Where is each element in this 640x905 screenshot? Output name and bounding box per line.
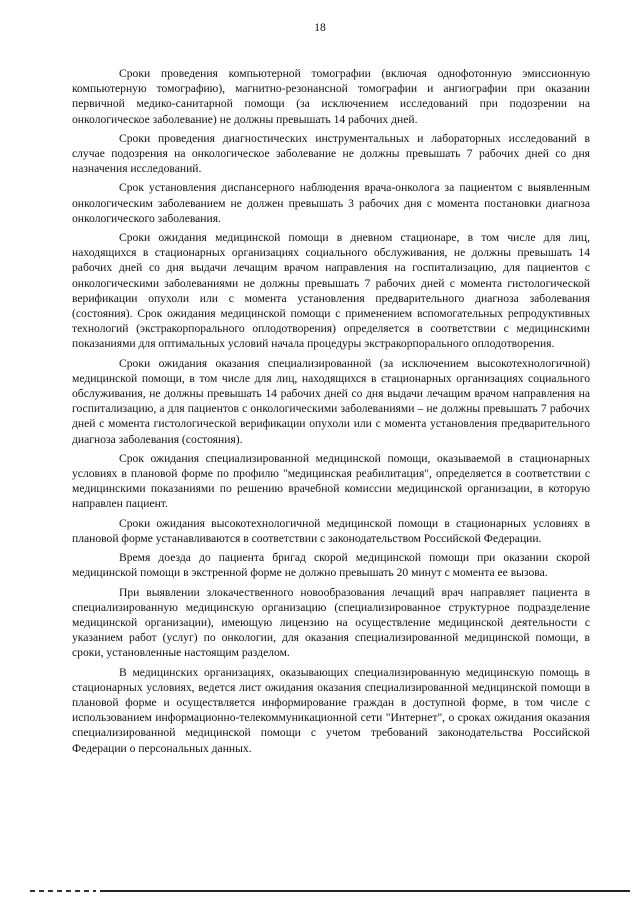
paragraph-day-hospital-terms: Сроки ожидания медицинской помощи в дневном стационаре, в том числе для лиц, находящихся в стационарных организациях социального обслуживания, не должны превышать 14 рабочих дней со дня выдачи лечащим врачом направления на госпитализацию, для пациентов с онкологическими заболеваниями не должны превышать 7 рабочих дней с момента гистологической верификации опухоли или с момента установления предварительного диагноза заболевания (состояния). Срок ожидания медицинской помощи с применением вспомогательных репродуктивных технологий (экстракорпорального оплодотворения) определяется в соответствии с медицинскими показаниями для оптимальных условий начала процедуры экстракорпорального оплодотворения. [72,231,590,351]
paragraph-rehabilitation-terms: Срок ожидания специализированной медицинской помощи, оказываемой в стационарных условиях в плановой форме по профилю "медицинская реабилитация", определяется в соответствии с медицинскими показаниями по решению врачебной комиссии медицинской организации, в которую направлен пациент. [72,451,590,511]
footer-dashed-line [30,890,96,892]
page-number: 18 [314,22,326,34]
paragraph-high-tech-care-terms: Сроки ожидания высокотехнологичной медицинской помощи в стационарных условиях в плановой форме устанавливаются в соответствии с законодательством Российской Федерации. [72,516,590,545]
paragraph-oncologist-observation: Срок установления диспансерного наблюдения врача-онколога за пациентом с выявленным онкологическим заболеванием не должен превышать 3 рабочих дня с момента постановки диагноза онкологического заболевания. [72,181,590,225]
paragraph-malignancy-referral: При выявлении злокачественного новообразования лечащий врач направляет пациента в специализированную медицинскую организацию (специализированное структурное подразделение медицинской организации), имеющую лицензию на осуществление медицинской деятельности с указанием работ (услуг) по онкологии, для оказания специализированной медицинской помощи, в сроки, установленные настоящим разделом. [72,585,590,660]
paragraph-ambulance-time: Время доезда до пациента бригад скорой медицинской помощи при оказании скорой медицинской помощи в экстренной форме не должно превышать 20 минут с момента ее вызова. [72,551,590,580]
paragraph-waiting-list: В медицинских организациях, оказывающих специализированную медицинскую помощь в стационарных условиях, ведется лист ожидания оказания специализированной медицинской помощи в плановой форме и осуществляется информирование граждан в доступной форме, в том числе с использованием информационно-телекоммуникационной сети "Интернет", о сроках ожидания оказания специализированной медицинской помощи с учетом требований законодательства Российской Федерации о персональных данных. [72,665,590,755]
document-body [72,66,590,760]
footer-rule [30,890,630,893]
paragraph-ct-mri-terms: Сроки проведения компьютерной томографии (включая однофотонную эмиссионную компьютерную томографию), магнитно-резонансной томографии и ангиографии при оказании первичной медико-санитарной помощи (за исключением исследований при подозрении на онкологическое заболевание) не должны превышать 14 рабочих дней. [72,67,590,126]
paragraph-diagnostic-terms: Сроки проведения диагностических инструментальных и лабораторных исследований в случае подозрения на онкологическое заболевание не должны превышать 7 рабочих дней со дня назначения исследований. [72,131,590,176]
paragraph-specialized-care-terms: Сроки ожидания оказания специализированной (за исключением высокотехнологичной) медицинской помощи, в том числе для лиц, находящихся в стационарных организациях социального обслуживания, не должны превышать 14 рабочих дней со дня выдачи лечащим врачом направления на госпитализацию, а для пациентов с онкологическими заболеваниями – не должны превышать 7 рабочих дней с момента гистологической верификации опухоли или с момента установления предварительного диагноза заболевания (состояния). [72,356,590,446]
footer-solid-line [100,890,630,892]
